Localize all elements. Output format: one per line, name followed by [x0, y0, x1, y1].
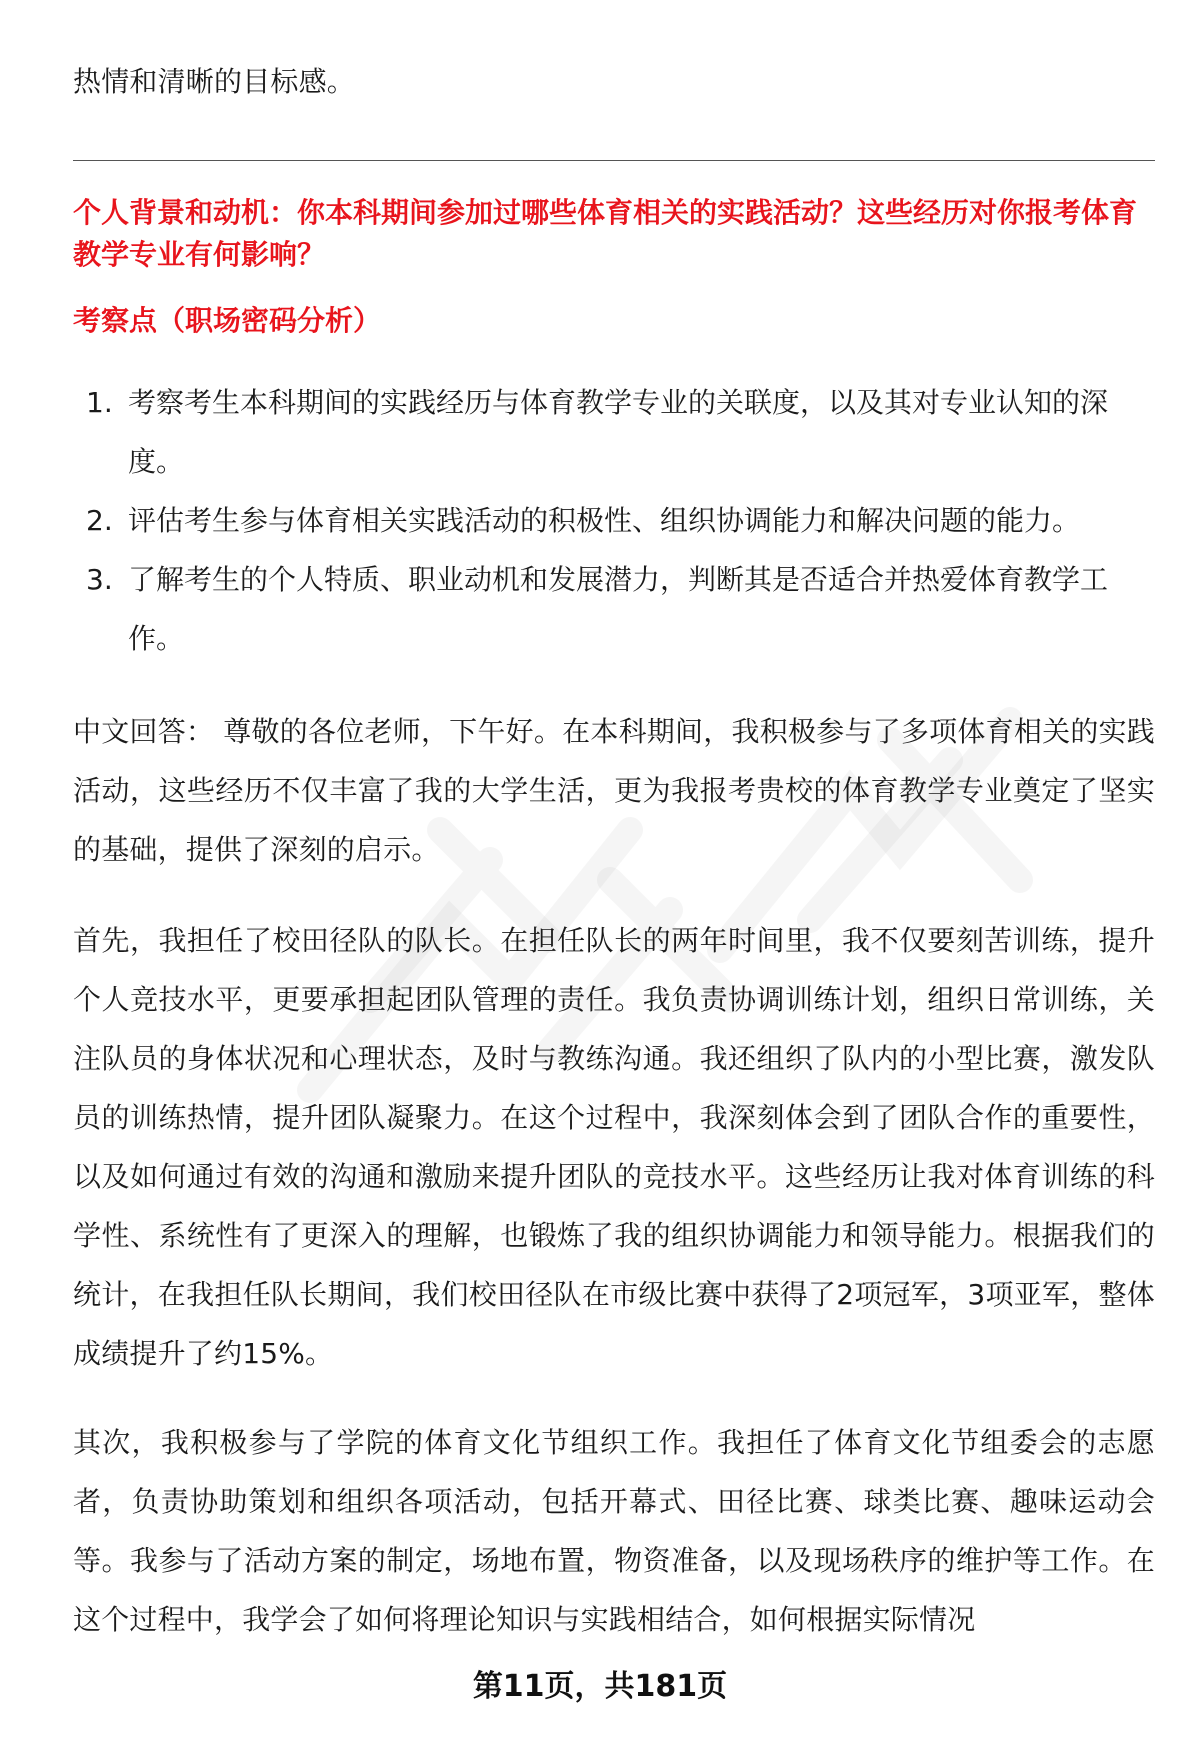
answer-paragraph: 中文回答： 尊敬的各位老师，下午好。在本科期间，我积极参与了多项体育相关的实践活动，这些经历不仅丰富了我的大学生活，更为我报考贵校的体育教学专业奠定了坚实的基础，提供了深刻的启示。: [73, 715, 1155, 866]
page-number-footer: 第11页，共181页: [472, 1669, 728, 1704]
list-item: [73, 491, 1155, 550]
answer-paragraph: 其次，我积极参与了学院的体育文化节组织工作。我担任了体育文化节组委会的志愿者，负责协助策划和组织各项活动，包括开幕式、田径比赛、球类比赛、趣味运动会等。我参与了活动方案的制定，场地布置，物资准备，以及现场秩序的维护等工作。在这个过程中，我学会了如何将理论知识与实践相结合，如何根据实际情况: [73, 1426, 1155, 1636]
list-item-number: 1.: [86, 386, 113, 419]
list-item-text: 考察考生本科期间的实践经历与体育教学专业的关联度，以及其对专业认知的深度。: [128, 386, 1109, 478]
list-item-number: 2.: [86, 504, 113, 537]
question-heading: 个人背景和动机：你本科期间参加过哪些体育相关的实践活动？这些经历对你报考体育教学专业有何影响？: [73, 196, 1138, 271]
focus-points-list: [73, 373, 1155, 668]
focus-section-title: 考察点（职场密码分析）: [73, 304, 382, 337]
list-item-number: 3.: [86, 563, 113, 596]
list-item-text: 了解考生的个人特质、职业动机和发展潜力，判断其是否适合并热爱体育教学工作。: [128, 563, 1109, 655]
list-item: [73, 373, 1155, 491]
section-divider: [73, 160, 1155, 161]
list-item: [73, 550, 1155, 668]
intro-tail-paragraph: 热情和清晰的目标感。: [73, 65, 356, 98]
list-item-text: 评估考生参与体育相关实践活动的积极性、组织协调能力和解决问题的能力。: [128, 504, 1081, 537]
answer-paragraph: 首先，我担任了校田径队的队长。在担任队长的两年时间里，我不仅要刻苦训练，提升个人竞技水平，更要承担起团队管理的责任。我负责协调训练计划，组织日常训练，关注队员的身体状况和心理状态，及时与教练沟通。我还组织了队内的小型比赛，激发队员的训练热情，提升团队凝聚力。在这个过程中，我深刻体会到了团队合作的重要性，以及如何通过有效的沟通和激励来提升团队的竞技水平。这些经历让我对体育训练的科学性、系统性有了更深入的理解，也锻炼了我的组织协调能力和领导能力。根据我们的统计，在我担任队长期间，我们校田径队在市级比赛中获得了2项冠军，3项亚军，整体成绩提升了约15%。: [73, 924, 1155, 1370]
